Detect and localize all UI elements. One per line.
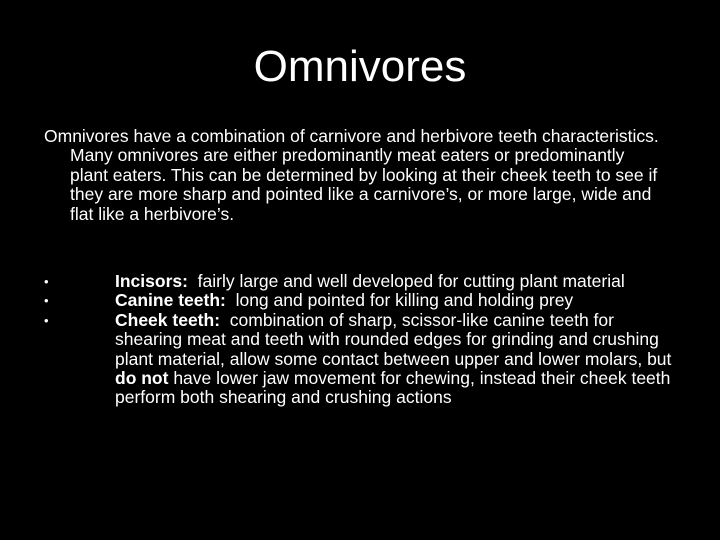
- bullet-text-canine-teeth: long and pointed for killing and holding prey: [225, 290, 574, 311]
- slide-title: Omnivores: [253, 42, 467, 91]
- bullet-cheek-teeth: [44, 311, 684, 408]
- intro-paragraph: Omnivores have a combination of carnivore and herbivore teeth characteristics. Many omnivores are either predominantly meat eaters or predominantly plant eaters. This can be determined by looking at their cheek teeth to see if they are more sharp and pointed like a carnivore’s, or more large, wide and flat like a herbivore’s.: [44, 126, 659, 224]
- bullet-marker: •: [44, 274, 49, 289]
- bullet-text-incisors: fairly large and well developed for cutting plant material: [187, 271, 625, 291]
- bullet-canine-teeth: [44, 291, 684, 310]
- bullet-term-incisors: Incisors:: [115, 271, 188, 291]
- bullet-emphasis-do-not: do not: [115, 368, 169, 389]
- bullet-marker: •: [44, 293, 49, 309]
- bullet-term-canine-teeth: Canine teeth:: [115, 290, 226, 311]
- bullet-list: [44, 272, 684, 408]
- bullet-term-cheek-teeth: Cheek teeth:: [115, 309, 221, 330]
- bullet-marker: •: [44, 312, 49, 328]
- bullet-text-cheek-teeth-before: combination of sharp, scissor-like canine teeth for shearing meat and teeth with rounded edges for grinding and crushing plant material, allow some contact between upper and lower molars, but: [115, 309, 677, 369]
- bullet-incisors: [44, 272, 684, 291]
- bullet-text-cheek-teeth-after: have lower jaw movement for chewing, instead their cheek teeth perform both shearing and crushing actions: [115, 368, 676, 408]
